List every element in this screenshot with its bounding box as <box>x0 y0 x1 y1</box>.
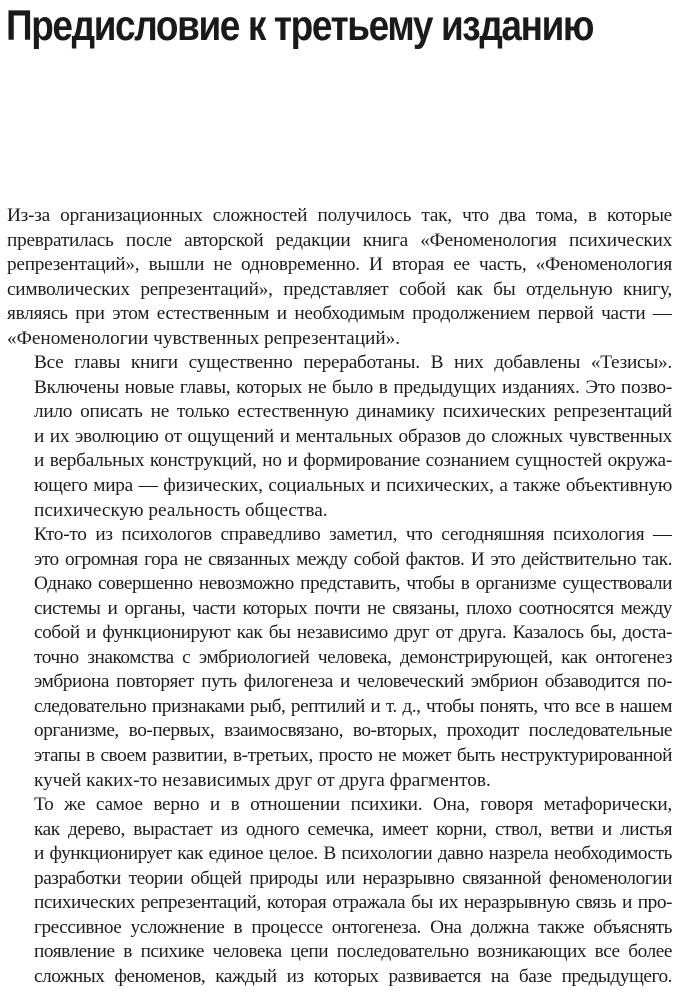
text-line: как дерево, вырастает из одного семечка, имеет корни, ствол, ветви и листья <box>34 818 672 840</box>
text-line: репрезентаций», вышли не одновременно. И вторая ее часть, «Феноменология <box>7 254 672 276</box>
text-line: ющего мира — физических, социальных и психических, а также объективную <box>34 475 672 497</box>
text-line: и их эволюцию от ощущений и ментальных образов до сложных чувственных <box>34 425 672 447</box>
document-body <box>7 204 672 990</box>
text-line: сложных феноменов, каждый из которых развивается на базе предыдущего. <box>34 965 672 987</box>
text-line: организме, во-первых, взаимосвязано, во-вторых, проходит последовательные <box>34 720 672 742</box>
text-line: этапы в своем развитии, в-третьих, просто не может быть неструктурированной <box>34 745 672 767</box>
text-line: кучей каких-то независимых друг от друга фрагментов. <box>34 769 491 791</box>
paragraph-2 <box>7 351 672 523</box>
text-line: То же самое верно и в отношении психики. Она, говоря метафорически, <box>34 794 672 816</box>
text-line: «Феноменологии чувственных репрезентаций». <box>7 327 401 349</box>
page-title: Предисловие к третьему изданию <box>6 2 594 50</box>
text-line: следовательно признаками рыб, рептилий и т. д., чтобы понять, что все в нашем <box>34 695 672 717</box>
text-line: системы и органы, части которых почти не связаны, плохо соотносятся между <box>34 597 672 619</box>
text-line: грессивное усложнение в процессе онтогенеза. Она должна также объяснять <box>34 916 672 938</box>
text-line: Все главы книги существенно переработаны. В них добавлены «Тезисы». <box>34 352 672 374</box>
text-line: и функционирует как единое целое. В психологии давно назрела необходимость <box>34 843 672 865</box>
text-line: лило описать не только естественную динамику психических репрезентаций <box>34 401 672 423</box>
text-line: это огромная гора не связанных между собой фактов. И это действительно так. <box>34 548 672 570</box>
text-line: разработки теории общей природы или неразрывно связанной феноменологии <box>34 867 672 889</box>
text-line: собой и функционируют как бы независимо друг от друга. Казалось бы, доста- <box>34 622 672 644</box>
text-line: точно знакомства с эмбриологией человека, демонстрирующей, как онтогенез <box>34 646 672 668</box>
paragraph-3 <box>7 523 672 793</box>
text-line: и вербальных конструкций, но и формирование сознанием сущностей окружа- <box>34 450 672 472</box>
text-line: психических репрезентаций, которая отражала бы их неразрывную связь и про- <box>34 892 672 914</box>
text-line: эмбриона повторяет путь филогенеза и человеческий эмбрион обзаводится по- <box>34 671 672 693</box>
text-line: превратилась после авторской редакции книга «Феноменология психических <box>7 229 672 251</box>
paragraph-1 <box>7 204 672 351</box>
text-line: появление в психике человека цепи последовательно возникающих все более <box>34 941 672 963</box>
text-line: Однако совершенно невозможно представить, чтобы в организме существовали <box>34 573 672 595</box>
text-line: Из-за организационных сложностей получилось так, что два тома, в которые <box>7 205 672 226</box>
text-line: психическую реальность общества. <box>34 499 328 521</box>
text-line: Включены новые главы, которых не было в предыдущих изданиях. Это позво- <box>34 376 672 398</box>
text-line: Кто-то из психологов справедливо заметил, что сегодняшняя психология — <box>34 524 672 546</box>
text-line: символических репрезентаций», представляет собой как бы отдельную книгу, <box>7 278 672 300</box>
paragraph-4 <box>7 793 672 989</box>
text-line: являясь при этом естественным и необходимым продолжением первой части — <box>7 303 672 325</box>
